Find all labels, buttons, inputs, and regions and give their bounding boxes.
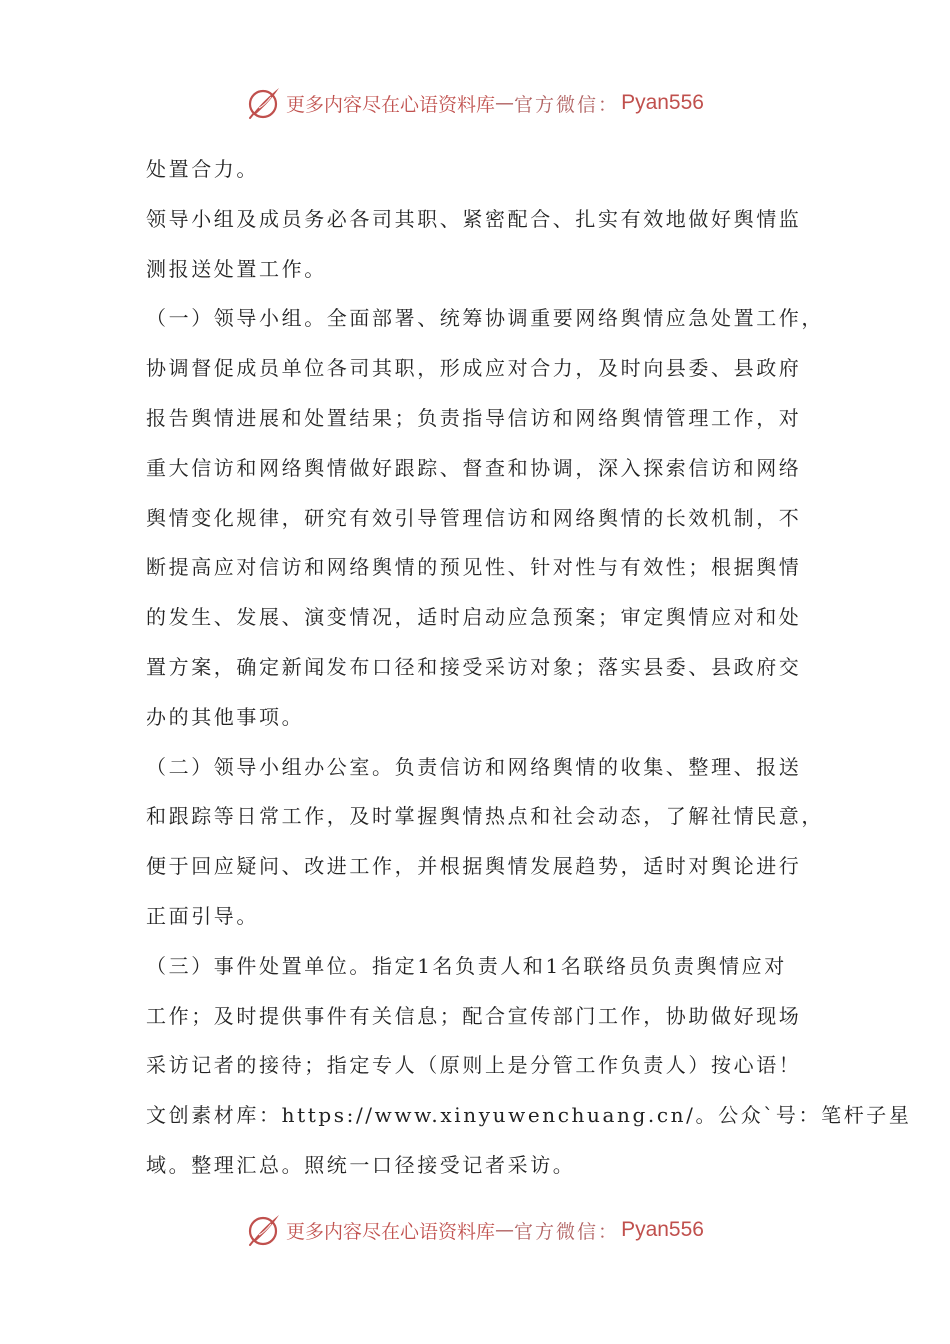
text-line: 领导小组及成员务必各司其职、紧密配合、扎实有效地做好舆情监 <box>146 206 802 231</box>
banner-dash: — <box>495 92 515 114</box>
text-line: 重大信访和网络舆情做好跟踪、督查和协调，深入探索信访和网络 <box>146 455 802 480</box>
banner-dash: — <box>495 1219 515 1241</box>
banner-site-text: 更多内容尽在心语资料库 <box>286 1220 496 1243</box>
text-line: 协调督促成员单位各司其职，形成应对合力，及时向县委、县政府 <box>146 356 802 381</box>
header-banner <box>0 83 950 123</box>
quill-pen-logo-icon <box>246 1212 282 1248</box>
banner-wechat-label: 官方微信： <box>514 1220 620 1243</box>
text-line: 舆情变化规律，研究有效引导管理信访和网络舆情的长效机制，不 <box>146 505 802 530</box>
text-line: 和跟踪等日常工作，及时掌握舆情热点和社会动态，了解社情民意， <box>146 804 824 829</box>
text-line: （二）领导小组办公室。负责信访和网络舆情的收集、整理、报送 <box>146 754 802 779</box>
text-line: 报告舆情进展和处置结果；负责指导信访和网络舆情管理工作，对 <box>146 405 802 430</box>
text-line: 正面引导。 <box>146 903 259 928</box>
text-line: 处置合力。 <box>146 157 259 181</box>
text-line: 便于回应疑问、改进工作，并根据舆情发展趋势，适时对舆论进行 <box>146 854 802 879</box>
footer-banner <box>0 1210 950 1250</box>
quill-pen-logo-icon <box>246 85 282 121</box>
banner-site-text: 更多内容尽在心语资料库 <box>286 93 496 116</box>
banner-wechat-id: Pyan556 <box>621 1218 704 1241</box>
text-line: 域。整理汇总。照统一口径接受记者采访。 <box>146 1152 576 1177</box>
text-line: 断提高应对信访和网络舆情的预见性、针对性与有效性；根据舆情 <box>146 555 802 580</box>
text-line: 文创素材库：https://www.xinyuwenchuang.cn/。公众`号：笔杆子星 <box>146 1103 912 1128</box>
text-line: 测报送处置工作。 <box>146 256 327 281</box>
text-line: 置方案，确定新闻发布口径和接受采访对象；落实县委、县政府交 <box>146 654 802 679</box>
text-line: 办的其他事项。 <box>146 704 305 729</box>
text-line: 的发生、发展、演变情况，适时启动应急预案；审定舆情应对和处 <box>146 605 802 630</box>
text-line: （一）领导小组。全面部署、统筹协调重要网络舆情应急处置工作， <box>146 306 824 331</box>
banner-wechat-label: 官方微信： <box>514 93 620 116</box>
document-body <box>146 145 912 1191</box>
text-line: 工作；及时提供事件有关信息；配合宣传部门工作，协助做好现场 <box>146 1003 802 1028</box>
text-line: （三）事件处置单位。指定1名负责人和1名联络员负责舆情应对 <box>146 953 787 978</box>
text-line: 采访记者的接待；指定专人（原则上是分管工作负责人）按心语！ <box>146 1053 802 1078</box>
banner-wechat-id: Pyan556 <box>621 91 704 114</box>
